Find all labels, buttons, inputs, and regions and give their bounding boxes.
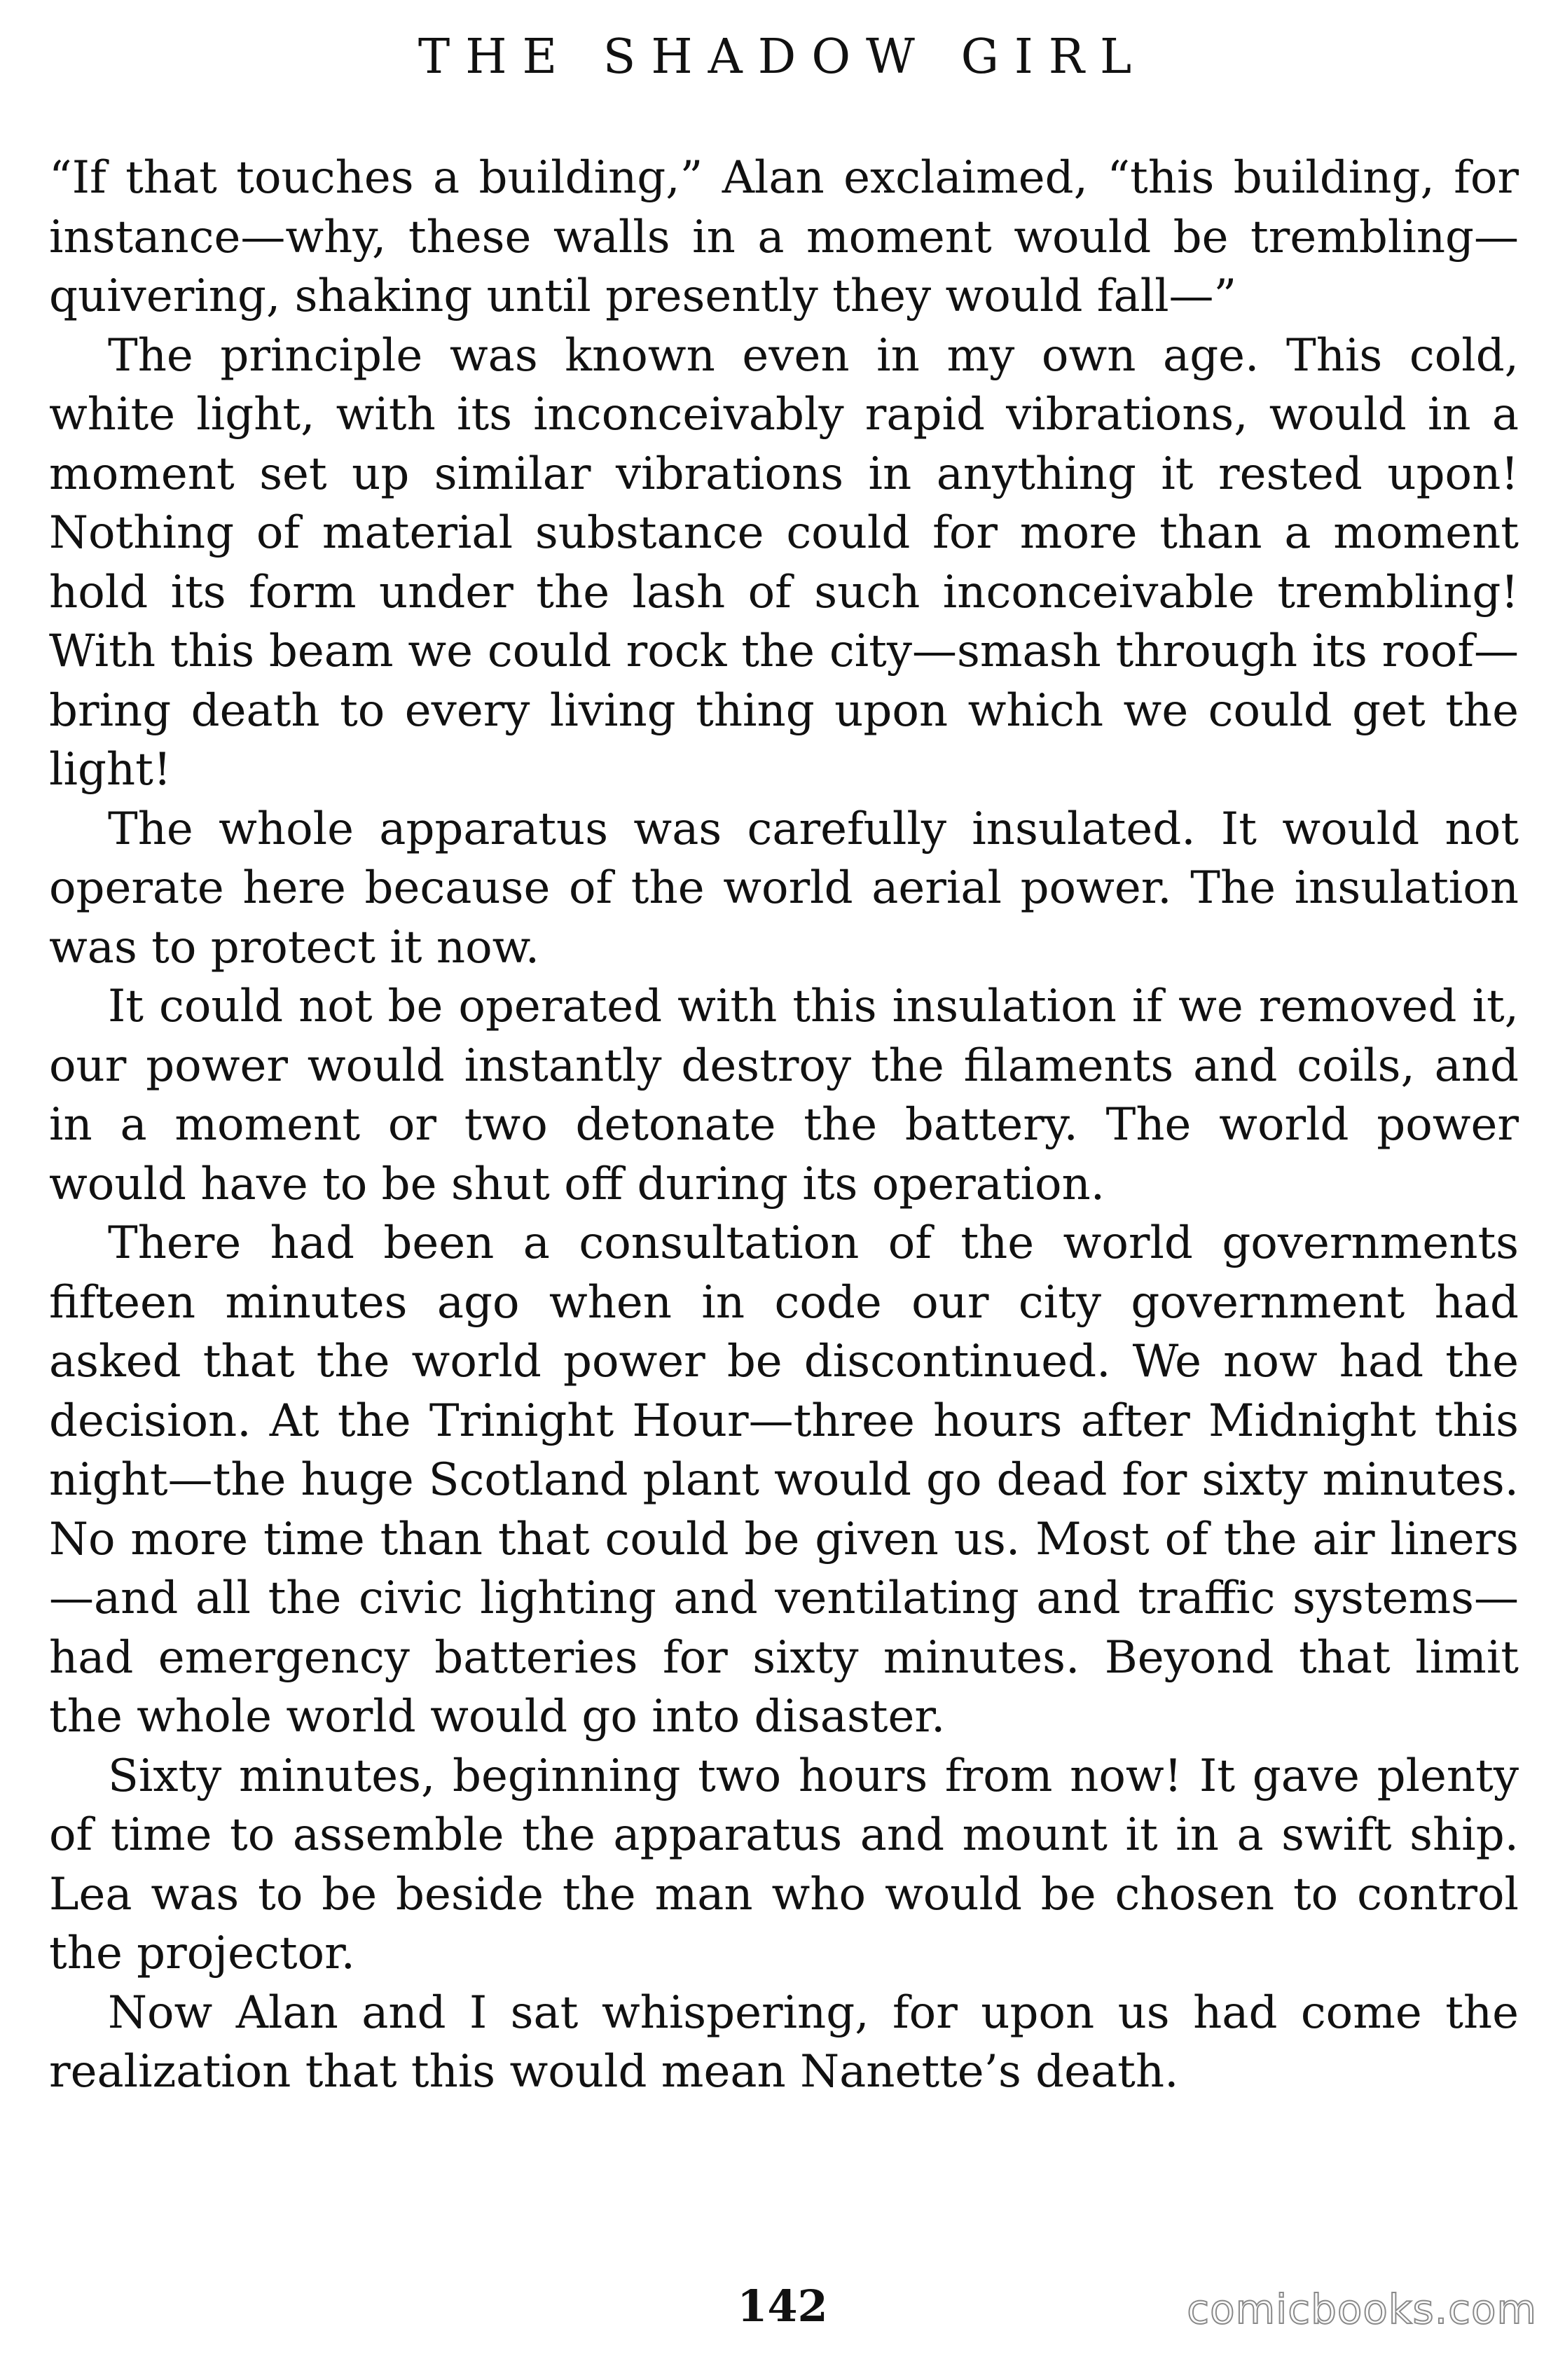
paragraph: The principle was known even in my own age. This cold, white light, with its inconceivably rapid vibrations, would in a moment set up similar vibrations in anything it rested upon! Nothing of material substance could for more than a moment hold its form under the lash of such inconceivable trembling! With this beam we could rock the city—smash through its roof—bring death to every living thing upon which we could get the light! [49,329,1519,796]
paragraph: “If that touches a building,” Alan exclaimed, “this building, for instance—why, these walls in a moment would be trembling—quivering, shaking until presently they would fall—” [49,152,1519,322]
body-text [49,148,1519,2102]
paragraph: Now Alan and I sat whispering, for upon us had come the realization that this would mean Nanette’s death. [49,1986,1519,2098]
running-title: THE SHADOW GIRL [418,29,1147,85]
page-number: 142 [737,2281,828,2332]
paragraph: The whole apparatus was carefully insulated. It would not operate here because of the world aerial power. The insulation was to protect it now. [49,803,1519,974]
paragraph: Sixty minutes, beginning two hours from now! It gave plenty of time to assemble the apparatus and mount it in a swift ship. Lea was to be beside the man who would be chosen to control the projector. [49,1750,1519,1979]
paragraph: It could not be operated with this insulation if we removed it, our power would instantly destroy the filaments and coils, and in a moment or two detonate the battery. The world power would have to be shut off during its operation. [49,981,1519,1210]
paragraph: There had been a consultation of the world governments fifteen minutes ago when in code our city government had asked that the world power be discontinued. We now had the decision. At the Trinight Hour—three hours after Midnight this night—the huge Scotland plant would go dead for sixty minutes. No more time than that could be given us. Most of the air liners—and all the civic lighting and ventilating and traffic systems—had emergency batteries for sixty minutes. Beyond that limit the whole world would go into disaster. [49,1217,1519,1743]
watermark: comicbooks.com [1187,2285,1537,2333]
